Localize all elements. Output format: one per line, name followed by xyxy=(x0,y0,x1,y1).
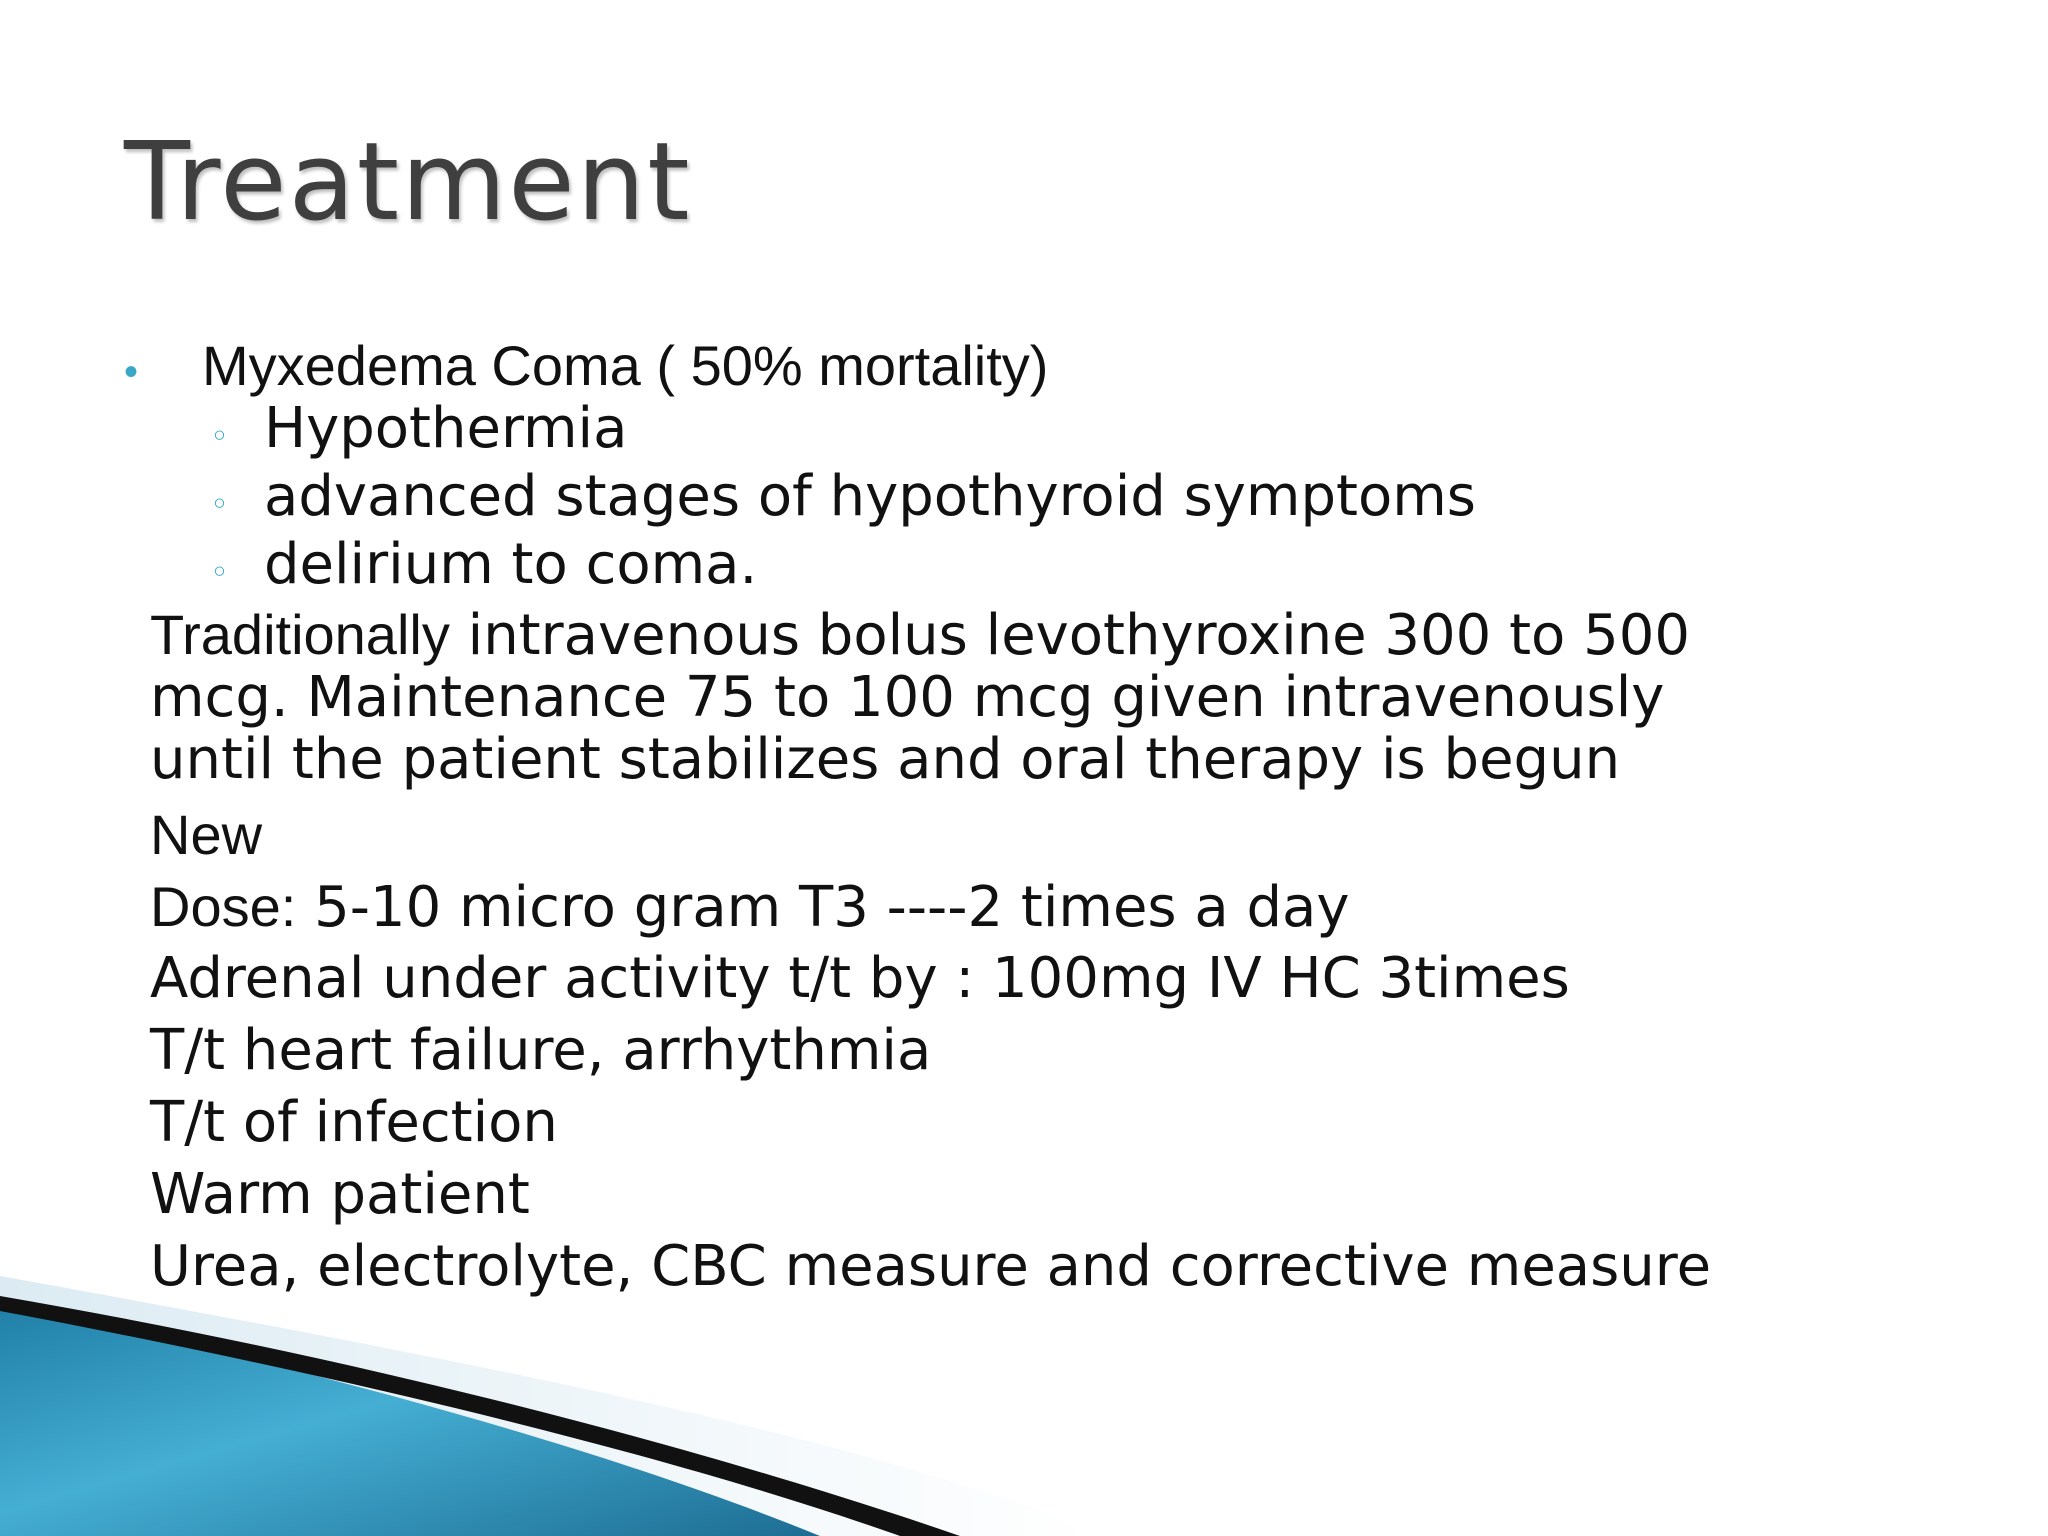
heart-failure-line: T/t heart failure, arrhythmia xyxy=(150,1018,932,1083)
infection-line: T/t of infection xyxy=(150,1090,558,1155)
dose-line xyxy=(150,871,2010,943)
paragraph-line xyxy=(150,604,2010,667)
traditionally-text-2: mcg. Maintenance 75 to 100 mcg given intravenously xyxy=(150,665,1665,730)
sub-bullet-list xyxy=(210,395,1476,599)
dose-label: Dose: xyxy=(150,875,297,938)
traditional-dose-paragraph xyxy=(150,604,2010,791)
traditionally-text-1: intravenous bolus levothyroxine 300 to 500 xyxy=(449,603,1691,668)
slide-title: Treatment xyxy=(124,120,692,245)
dose-text: 5-10 micro gram T3 ----2 times a day xyxy=(296,875,1350,940)
traditionally-label: Traditionally xyxy=(150,603,450,666)
sub-bullet-item xyxy=(210,395,1476,463)
bullet-dot-icon: • xyxy=(124,350,139,394)
circle-bullet-icon: ◦ xyxy=(210,417,229,455)
urea-electrolyte-line: Urea, electrolyte, CBC measure and corrective measure xyxy=(150,1234,1712,1299)
bullet-label: Myxedema Coma ( 50% mortality) xyxy=(202,334,1049,397)
sub-bullet-text: Hypothermia xyxy=(264,396,628,461)
bullet-myxedema-coma xyxy=(124,332,1048,399)
decorative-swoosh xyxy=(0,1276,2048,1536)
slide-body xyxy=(150,604,2010,1303)
circle-bullet-icon: ◦ xyxy=(210,485,229,523)
sub-bullet-text: delirium to coma. xyxy=(264,532,758,597)
sub-bullet-item xyxy=(210,531,1476,599)
warm-patient-line: Warm patient xyxy=(150,1162,530,1227)
traditionally-text-3: until the patient stabilizes and oral therapy is begun xyxy=(150,727,1621,792)
sub-bullet-item xyxy=(210,463,1476,531)
circle-bullet-icon: ◦ xyxy=(210,553,229,591)
adrenal-line: Adrenal under activity t/t by : 100mg IV HC 3times xyxy=(150,946,1570,1011)
sub-bullet-text: advanced stages of hypothyroid symptoms xyxy=(264,464,1476,529)
new-label: New xyxy=(150,803,263,866)
